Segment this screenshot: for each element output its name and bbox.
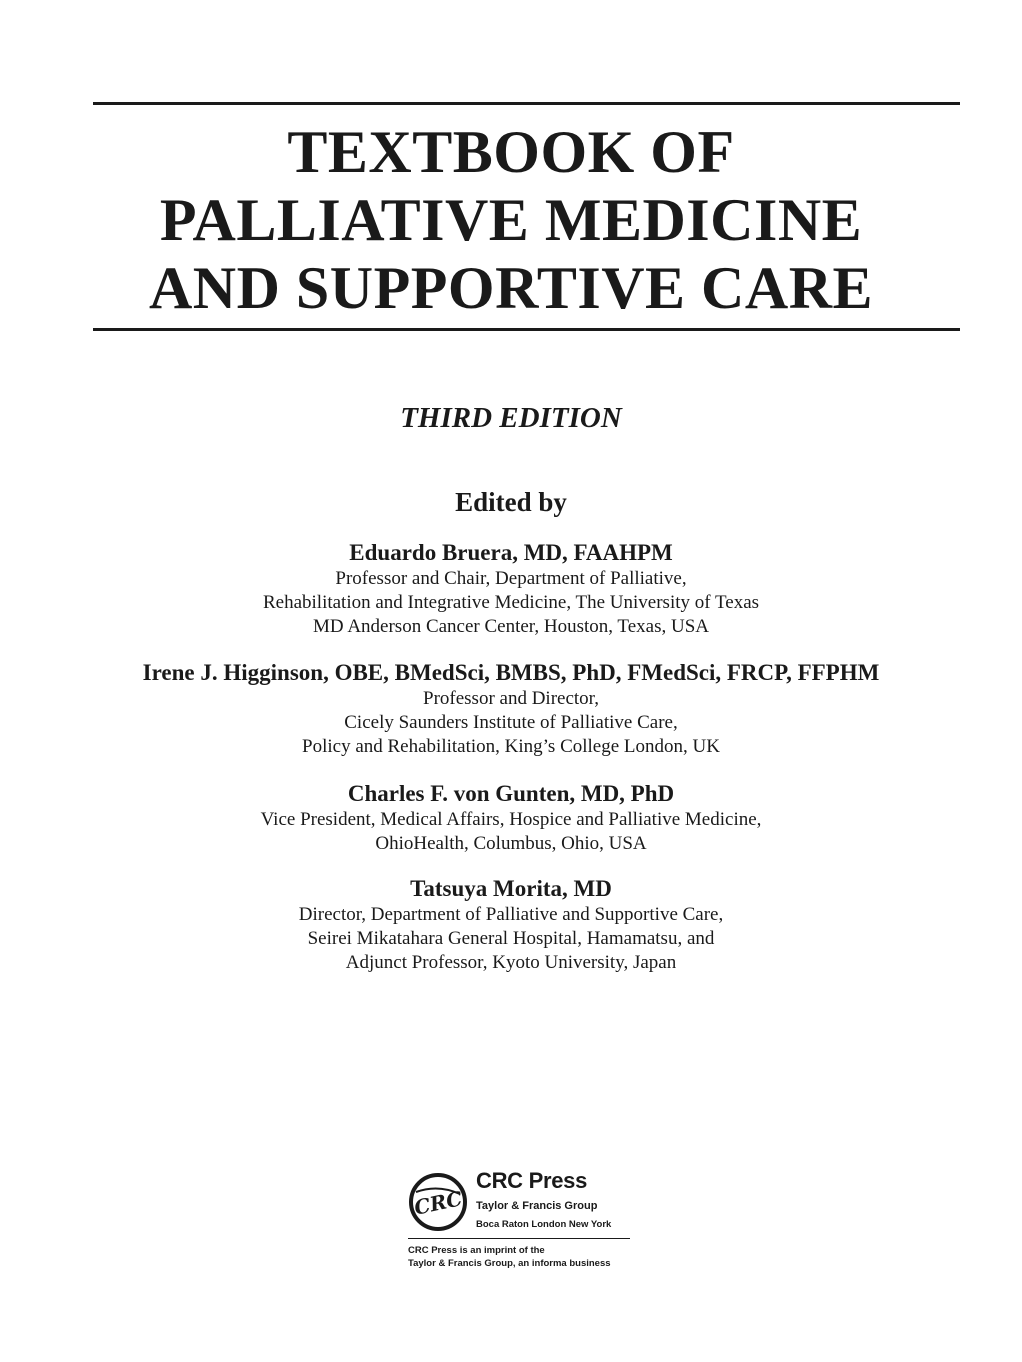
crc-seal-icon: [408, 1172, 468, 1232]
top-rule: [93, 102, 960, 105]
editor-name: Irene J. Higginson, OBE, BMedSci, BMBS, PhD, FMedSci, FRCP, FFPHM: [142, 660, 880, 685]
editor-affiliation-line: Vice President, Medical Affairs, Hospice and Palliative Medicine,: [260, 809, 762, 830]
editor-affiliation-line: OhioHealth, Columbus, Ohio, USA: [375, 833, 647, 854]
publisher-logo: [408, 1168, 638, 1278]
title-line: AND SUPPORTIVE CARE: [148, 255, 874, 321]
editor-affiliation-line: Director, Department of Palliative and Supportive Care,: [298, 904, 724, 925]
editor-block: [0, 539, 1022, 639]
book-title: [0, 118, 1022, 322]
bottom-rule: [93, 328, 960, 331]
editor-block: [0, 780, 1022, 856]
editor-name: Charles F. von Gunten, MD, PhD: [347, 781, 675, 806]
edited-by-label: Edited by: [455, 487, 567, 517]
publisher-cities: Boca Raton London New York: [476, 1219, 612, 1230]
imprint-line: Taylor & Francis Group, an informa business: [408, 1258, 611, 1269]
editor-affiliation-line: MD Anderson Cancer Center, Houston, Texas, USA: [313, 616, 709, 637]
editor-affiliation-line: Rehabilitation and Integrative Medicine, The University of Texas: [262, 592, 760, 613]
editor-affiliation-line: Adjunct Professor, Kyoto University, Japan: [345, 952, 677, 973]
imprint-note: [408, 1244, 611, 1270]
publisher-name: CRC Press: [476, 1168, 588, 1193]
seal-text: CRC: [412, 1186, 465, 1220]
title-line: TEXTBOOK OF: [287, 119, 735, 185]
title-line: PALLIATIVE MEDICINE: [159, 187, 863, 253]
imprint-line: CRC Press is an imprint of the: [408, 1245, 545, 1256]
logo-divider: [408, 1238, 630, 1239]
editor-block: [0, 659, 1022, 759]
editor-name: Eduardo Bruera, MD, FAAHPM: [349, 540, 673, 565]
editor-affiliation-line: Seirei Mikatahara General Hospital, Hamamatsu, and: [307, 928, 715, 949]
editor-affiliation-line: Professor and Director,: [423, 688, 599, 709]
editor-affiliation-line: Policy and Rehabilitation, King’s College London, UK: [302, 736, 720, 757]
publisher-group: Taylor & Francis Group: [476, 1200, 598, 1212]
editor-block: [0, 875, 1022, 975]
editor-affiliation-line: Professor and Chair, Department of Palliative,: [335, 568, 687, 589]
editor-name: Tatsuya Morita, MD: [410, 876, 612, 901]
editor-affiliation-line: Cicely Saunders Institute of Palliative Care,: [344, 712, 678, 733]
edition-label: THIRD EDITION: [400, 402, 622, 434]
